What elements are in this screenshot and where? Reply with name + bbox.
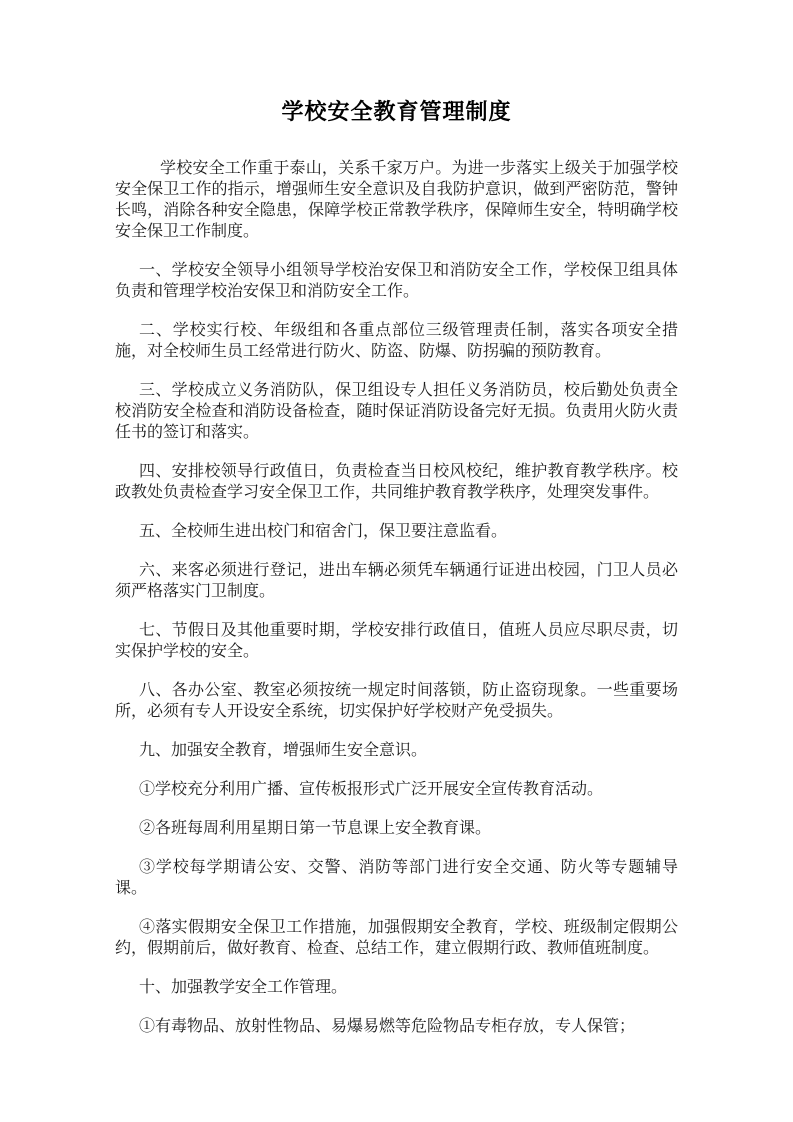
document-paragraph: 一、学校安全领导小组领导学校治安保卫和消防安全工作，学校保卫组具体负责和管理学校治安保卫和消防安全工作。 [115,260,678,300]
document-paragraph: ①学校充分利用广播、宣传板报形式广泛开展安全宣传教育活动。 [139,779,604,798]
document-paragraph: 九、加强安全教育，增强师生安全意识。 [139,740,428,759]
document-paragraph: ①有毒物品、放射性物品、易爆易燃等危险物品专柜存放，专人保管； [139,1016,636,1035]
document-paragraph: ②各班每周利用星期日第一节息课上安全教育课。 [139,818,492,837]
document-body [115,157,678,1036]
intro-paragraph: 学校安全工作重于泰山，关系千家万户。为进一步落实上级关于加强学校安全保卫工作的指示，增强师生安全意识及自我防护意识，做到严密防范，警钟长鸣，消除各种安全隐患，保障学校正常教学秩序，保障师生安全，特明确学校安全保卫工作制度。 [115,158,678,240]
document-items [115,259,678,1036]
document-paragraph: 十、加强教学安全工作管理。 [139,977,348,996]
document-paragraph: 四、安排校领导行政值日，负责检查当日校风校纪，维护教育教学秩序。校政教处负责检查学习安全保卫工作，共同维护教育教学秩序，处理突发事件。 [115,461,678,501]
document-paragraph: ③学校每学期请公安、交警、消防等部门进行安全交通、防火等专题辅导课。 [115,857,678,897]
document-paragraph: 七、节假日及其他重要时期，学校安排行政值日，值班人员应尽职尽责，切实保护学校的安全。 [115,620,678,660]
document-paragraph: 六、来客必须进行登记，进出车辆必须凭车辆通行证进出校园，门卫人员必须严格落实门卫制度。 [115,560,678,600]
document-paragraph: 三、学校成立义务消防队，保卫组设专人担任义务消防员，校后勤处负责全校消防安全检查和消防设备检查，随时保证消防设备完好无损。负责用火防火责任书的签订和落实。 [115,380,678,441]
document-paragraph: 二、学校实行校、年级组和各重点部位三级管理责任制，落实各项安全措施，对全校师生员工经常进行防火、防盗、防爆、防拐骗的预防教育。 [115,320,678,360]
document-title: 学校安全教育管理制度 [281,100,512,125]
document-paragraph: 五、全校师生进出校门和宿舍门，保卫要注意监看。 [139,521,508,540]
document-paragraph: 八、各办公室、教室必须按统一规定时间落锁，防止盗窃现象。一些重要场所，必须有专人开设安全系统，切实保护好学校财产免受损失。 [115,680,678,720]
document-paragraph: ④落实假期安全保卫工作措施，加强假期安全教育，学校、班级制定假期公约，假期前后，做好教育、检查、总结工作，建立假期行政、教师值班制度。 [115,917,678,957]
